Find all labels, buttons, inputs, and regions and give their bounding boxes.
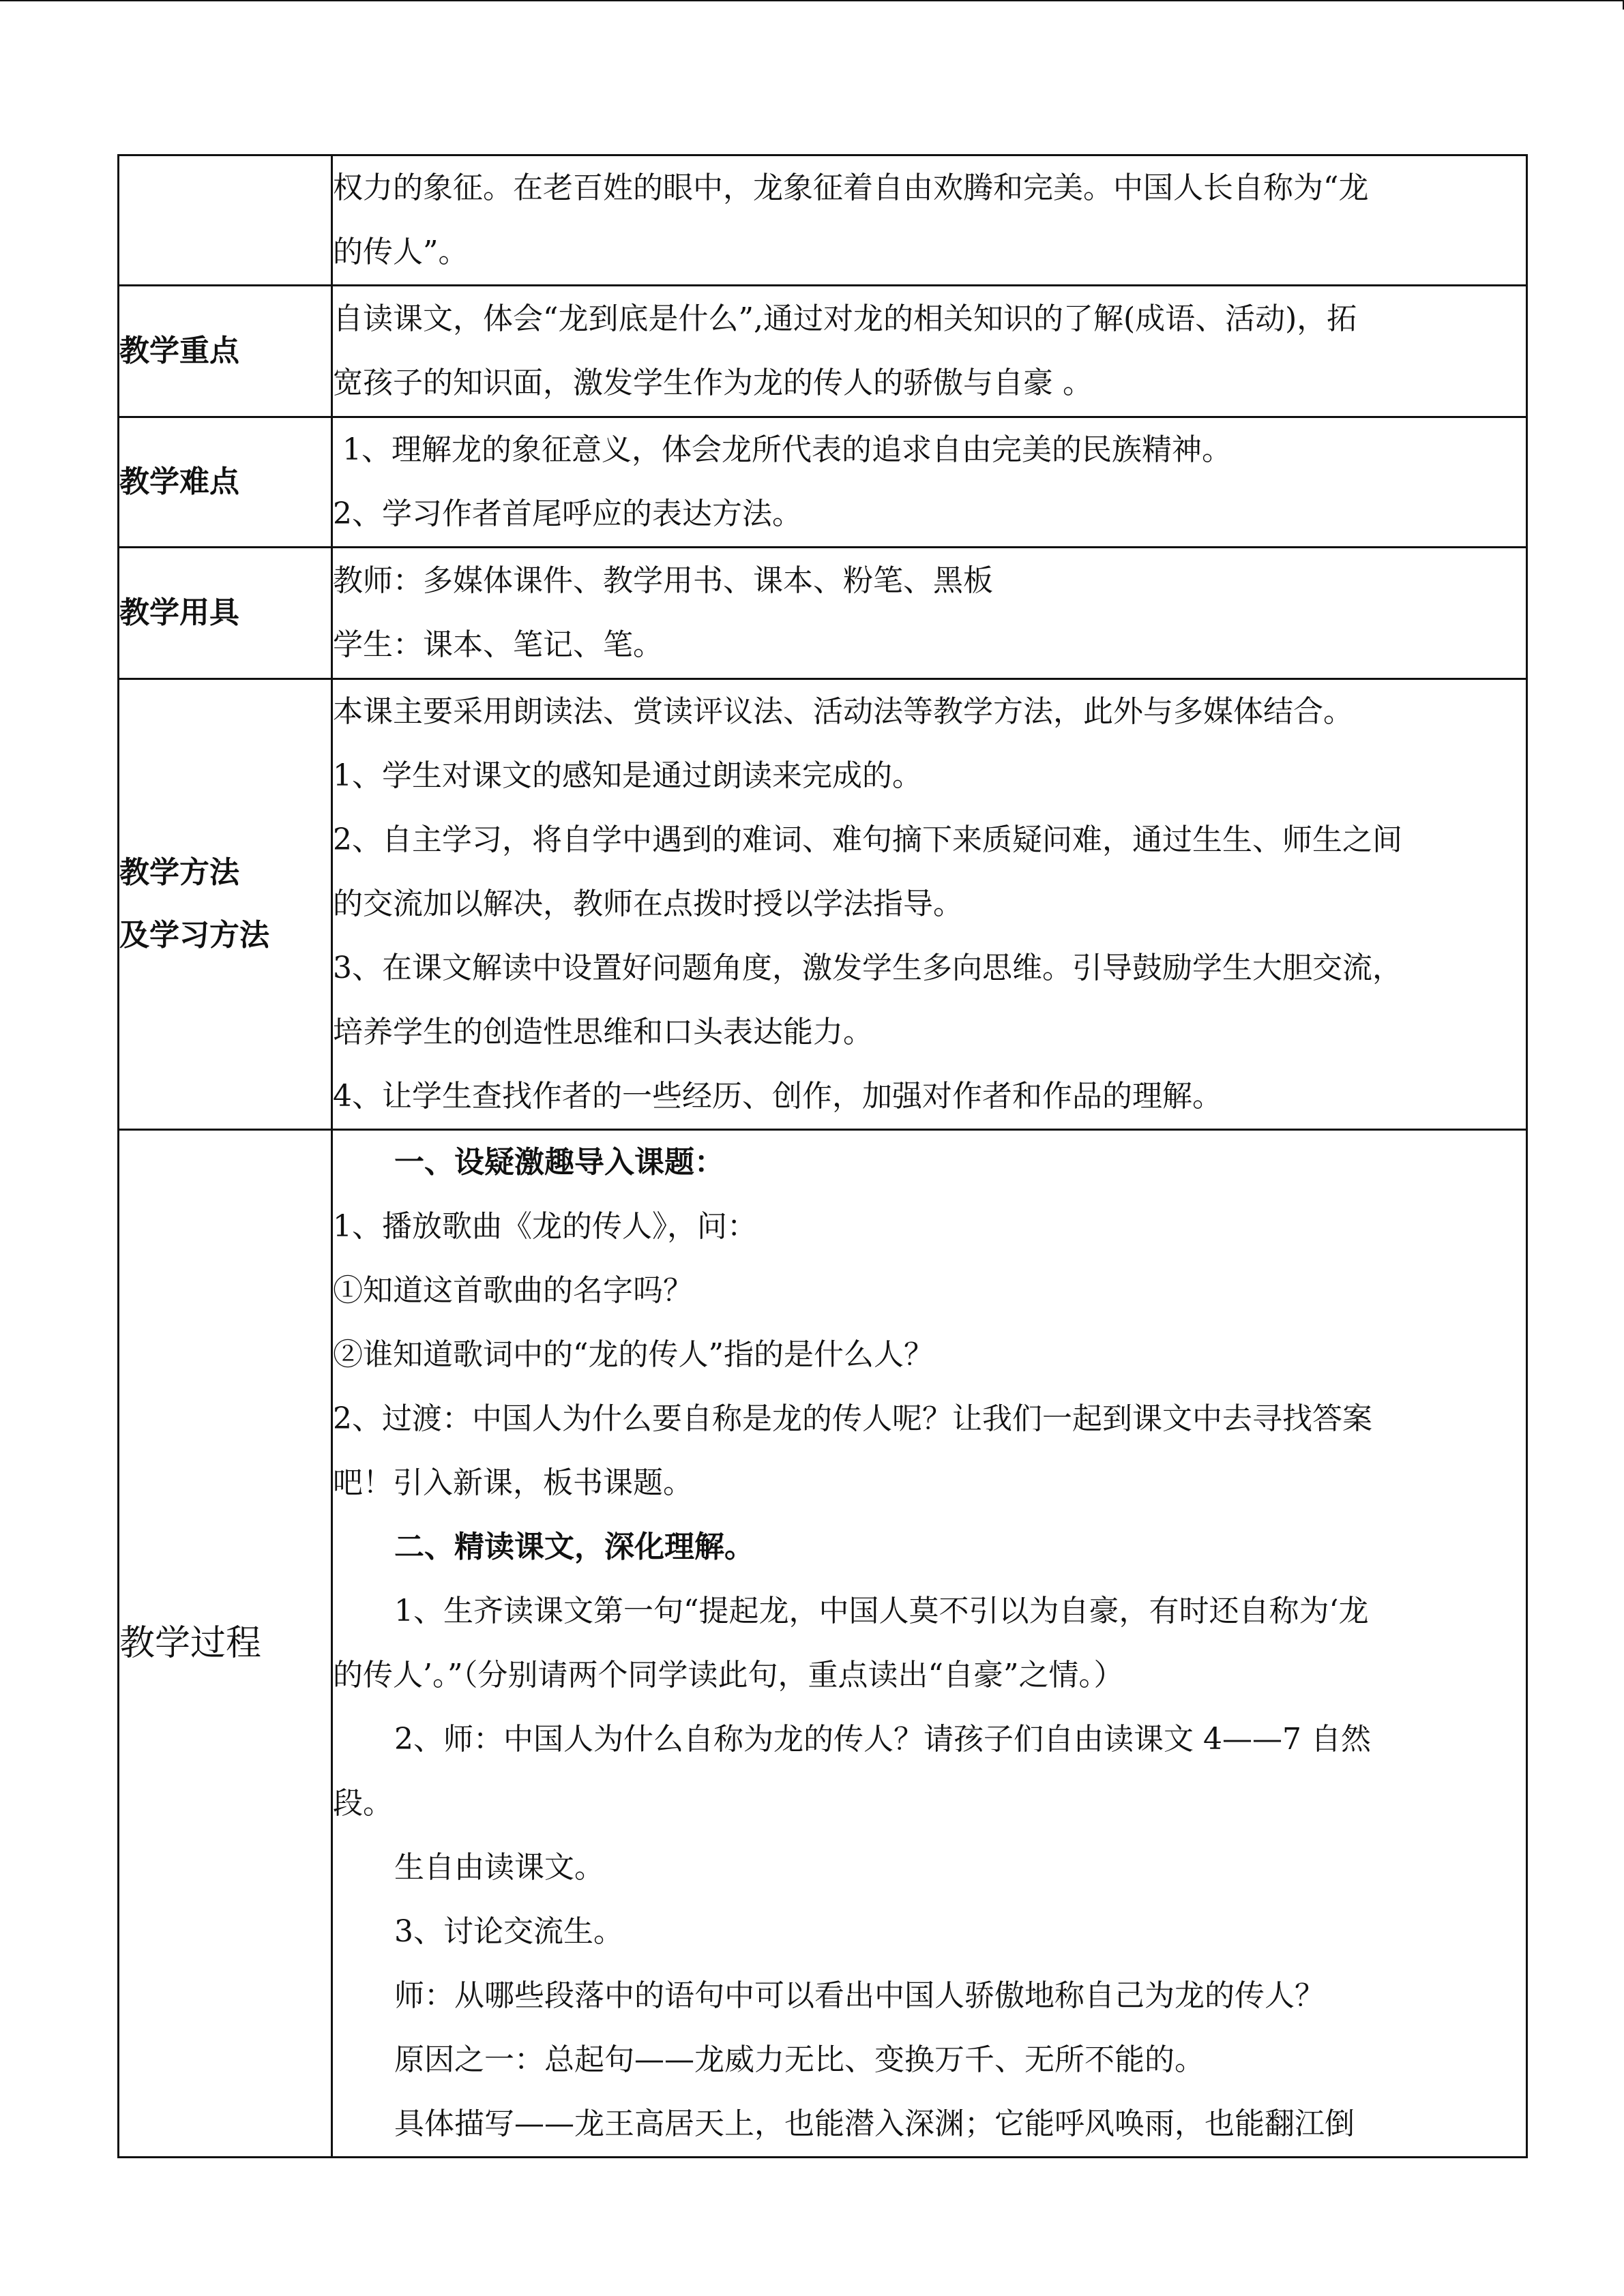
row-teaching-focus — [119, 286, 1527, 417]
content-line: 教师：多媒体课件、教学用书、课本、粉笔、黑板 — [333, 563, 993, 598]
content-line: 2、自主学习，将自学中遇到的难词、难句摘下来质疑问难，通过生生、师生之间 — [333, 822, 1402, 857]
content-line: 的传人’。”（分别请两个同学读此句，重点读出“自豪”之情。） — [333, 1658, 1124, 1693]
row-label-line: 及学习方法 — [119, 918, 269, 953]
content-line: 自读课文，体会“龙到底是什么”,通过对龙的相关知识的了解(成语、活动)，拓 — [333, 301, 1357, 336]
content-line: 原因之一：总起句——龙威力无比、变换万千、无所不能的。 — [394, 2042, 1205, 2077]
content-line: 二、精读课文，深化理解。 — [394, 1530, 754, 1564]
row-label — [119, 417, 332, 548]
content-line: 2、学习作者首尾呼应的表达方法。 — [333, 496, 802, 531]
row-content — [332, 548, 1527, 679]
content-line: 一、设疑激趣导入课题： — [394, 1145, 724, 1180]
content-line: 权力的象征。在老百姓的眼中，龙象征着自由欢腾和完美。中国人长自称为“龙 — [333, 170, 1369, 205]
row-label — [119, 155, 332, 286]
content-line: 2、师：中国人为什么自称为龙的传人？请孩子们自由读课文 4——7 自然 — [394, 1722, 1371, 1757]
content-line: 2、过渡：中国人为什么要自称是龙的传人呢？让我们一起到课文中去寻找答案 — [333, 1401, 1372, 1436]
content-line: 4、让学生查找作者的一些经历、创作，加强对作者和作品的理解。 — [333, 1079, 1222, 1114]
row-content — [332, 155, 1527, 286]
content-line: 1、生齐读课文第一句“提起龙，中国人莫不引以为自豪，有时还自称为‘龙 — [394, 1594, 1369, 1628]
content-line: 吧！引入新课，板书课题。 — [333, 1465, 693, 1500]
row-teaching-tools — [119, 548, 1527, 679]
row-content — [332, 1130, 1527, 2158]
content-line: 1、播放歌曲《龙的传人》，问： — [333, 1209, 757, 1244]
content-line: ①知道这首歌曲的名字吗？ — [333, 1273, 693, 1308]
content-line: 宽孩子的知识面，激发学生作为龙的传人的骄傲与自豪 。 — [333, 366, 1093, 400]
row-content — [332, 679, 1527, 1130]
content-line: 3、在课文解读中设置好问题角度，激发学生多向思维。引导鼓励学生大胆交流， — [333, 951, 1402, 985]
content-line: 1、理解龙的象征意义，体会龙所代表的追求自由完美的民族精神。 — [333, 432, 1232, 467]
content-line: 具体描写——龙王高居天上，也能潜入深渊；它能呼风唤雨，也能翻江倒 — [394, 2106, 1355, 2141]
row-teaching-difficulty — [119, 417, 1527, 548]
content-line: 师：从哪些段落中的语句中可以看出中国人骄傲地称自己为龙的传人？ — [394, 1978, 1325, 2013]
content-line: 的交流加以解决，教师在点拨时授以学法指导。 — [333, 886, 963, 921]
row-label-text: 教学过程 — [119, 1623, 262, 1664]
row-label — [119, 679, 332, 1130]
row-label — [119, 548, 332, 679]
row-label — [119, 286, 332, 417]
page-top-border — [0, 0, 1624, 1]
content-line: 学生：课本、笔记、笔。 — [333, 627, 663, 662]
row-continuation — [119, 155, 1527, 286]
content-line: 3、讨论交流生。 — [394, 1914, 623, 1949]
content-line: 段。 — [333, 1786, 393, 1821]
content-line: 培养学生的创造性思维和口头表达能力。 — [333, 1015, 873, 1049]
content-line: ②谁知道歌词中的“龙的传人”指的是什么人？ — [333, 1337, 934, 1372]
row-content — [332, 417, 1527, 548]
row-teaching-methods — [119, 679, 1527, 1130]
row-label-text: 教学难点 — [119, 464, 239, 499]
content-line: 生自由读课文。 — [394, 1850, 604, 1885]
row-label — [119, 1130, 332, 2158]
row-teaching-process — [119, 1130, 1527, 2158]
row-content — [332, 286, 1527, 417]
row-label-text: 教学用具 — [119, 595, 239, 630]
lesson-plan-table — [117, 154, 1528, 2158]
row-label-text: 教学重点 — [119, 333, 239, 368]
content-line: 1、学生对课文的感知是通过朗读来完成的。 — [333, 758, 922, 793]
row-label-line: 教学方法 — [119, 855, 239, 890]
content-line: 本课主要采用朗读法、赏读评议法、活动法等教学方法，此外与多媒体结合。 — [333, 694, 1353, 729]
content-line: 的传人”。 — [333, 235, 469, 269]
